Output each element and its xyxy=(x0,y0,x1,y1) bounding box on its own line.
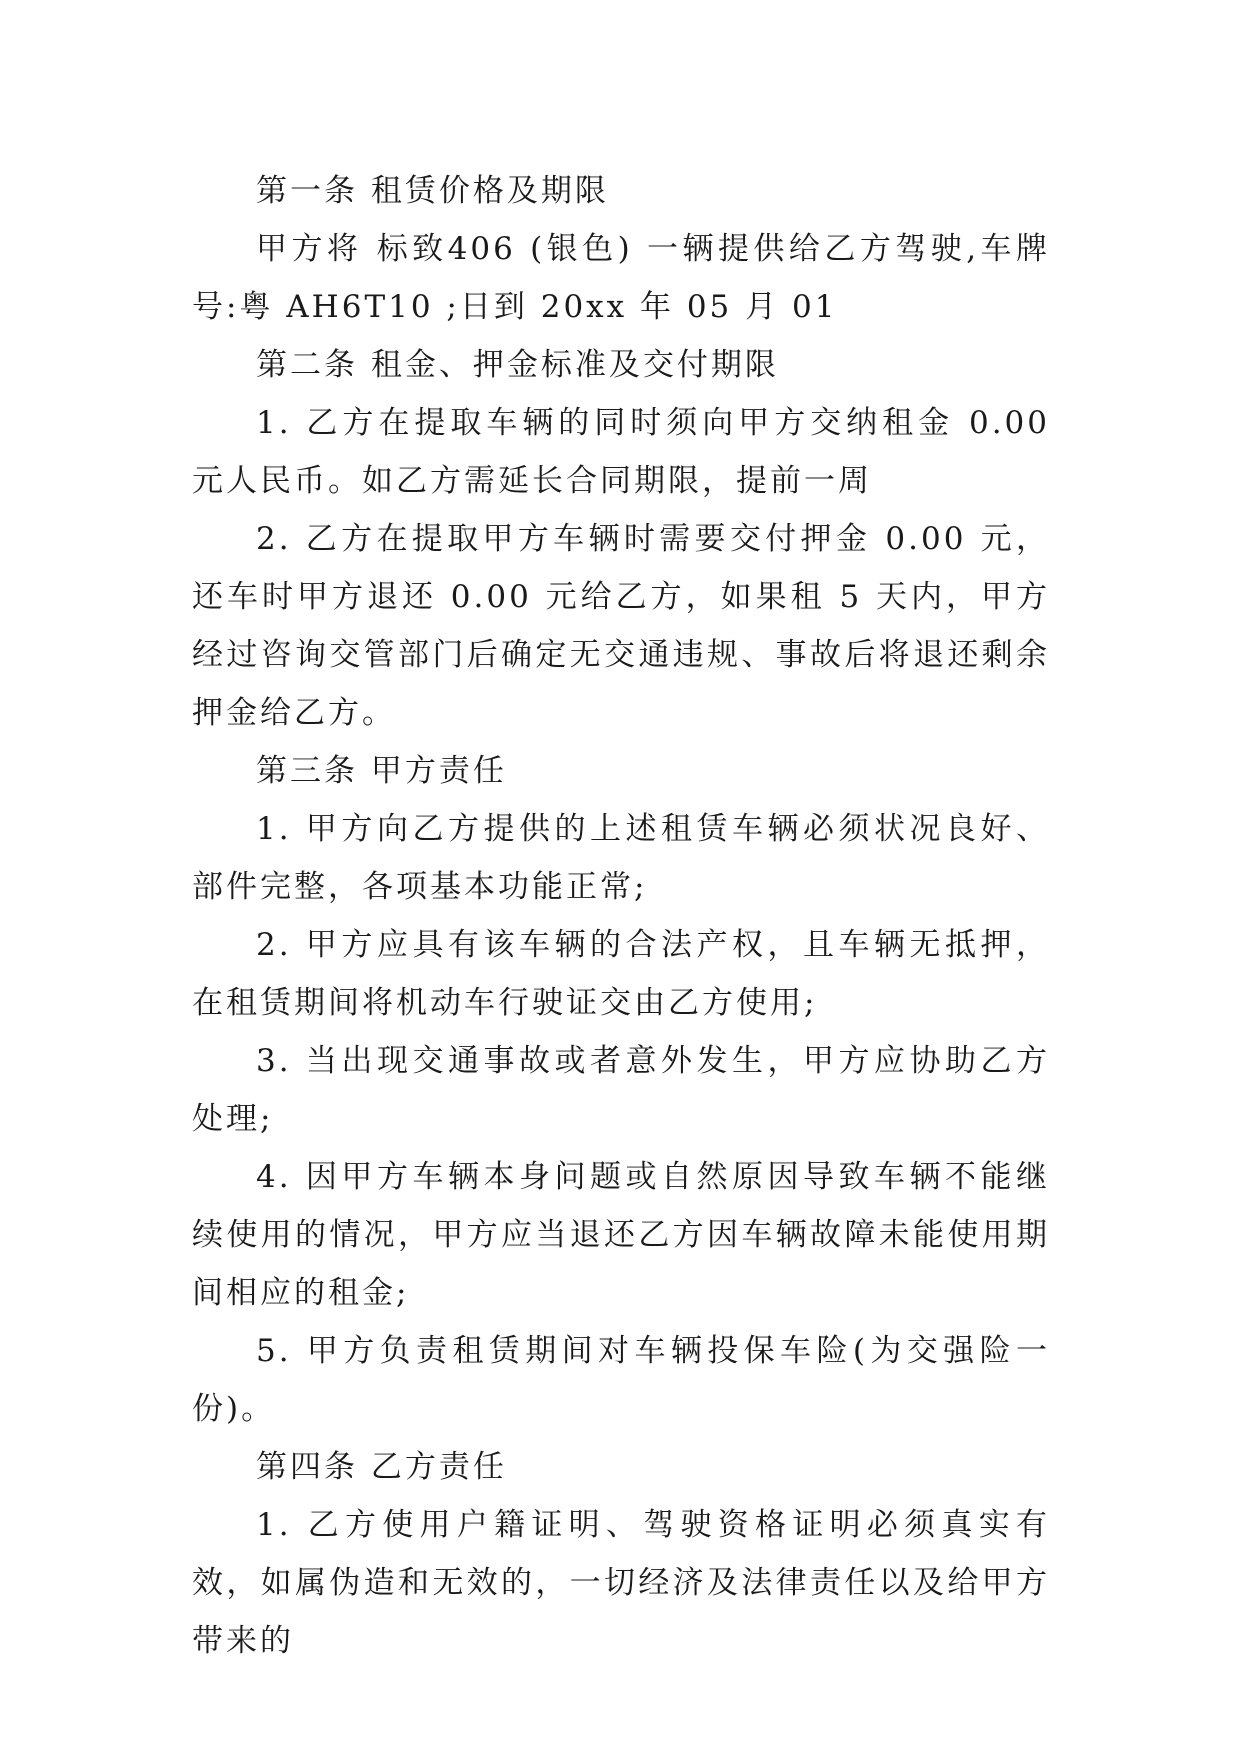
paragraph-lessor-duty-3: 3. 当出现交通事故或者意外发生，甲方应协助乙方处理; xyxy=(192,1043,1050,1137)
section-heading-4: 第四条 乙方责任 xyxy=(256,1449,507,1485)
paragraph-rent: 1. 乙方在提取车辆的同时须向甲方交纳租金 0.00 元人民币。如乙方需延长合同期限，提前一周 xyxy=(192,405,1063,499)
paragraph-lessor-duty-5: 5. 甲方负责租赁期间对车辆投保车险(为交强险一份)。 xyxy=(192,1333,1050,1427)
paragraph-vehicle-info: 甲方将 标致406 (银色) 一辆提供给乙方驾驶,车牌号:粤 AH6T10 ;日到 20xx 年 05 月 01 xyxy=(192,231,1050,325)
section-heading-2: 第二条 租金、押金标准及交付期限 xyxy=(256,347,779,383)
paragraph-lessor-duty-4: 4. 因甲方车辆本身问题或自然原因导致车辆不能继续使用的情况，甲方应当退还乙方因车辆故障未能使用期间相应的租金; xyxy=(192,1159,1050,1311)
paragraph-deposit: 2. 乙方在提取甲方车辆时需要交付押金 0.00 元，还车时甲方退还 0.00 元给乙方，如果租 5 天内，甲方经过咨询交管部门后确定无交通违规、事故后将退还剩余押金给乙方。 xyxy=(192,521,1050,731)
document-body xyxy=(192,162,1063,1670)
section-heading-3: 第三条 甲方责任 xyxy=(256,753,507,789)
paragraph-lessor-duty-2: 2. 甲方应具有该车辆的合法产权，且车辆无抵押，在租赁期间将机动车行驶证交由乙方使用; xyxy=(192,927,1050,1021)
section-heading-1: 第一条 租赁价格及期限 xyxy=(256,173,609,209)
paragraph-lessor-duty-1: 1. 甲方向乙方提供的上述租赁车辆必须状况良好、部件完整，各项基本功能正常; xyxy=(192,811,1050,905)
paragraph-lessee-duty-1: 1. 乙方使用户籍证明、驾驶资格证明必须真实有效，如属伪造和无效的，一切经济及法律责任以及给甲方带来的 xyxy=(192,1507,1050,1659)
